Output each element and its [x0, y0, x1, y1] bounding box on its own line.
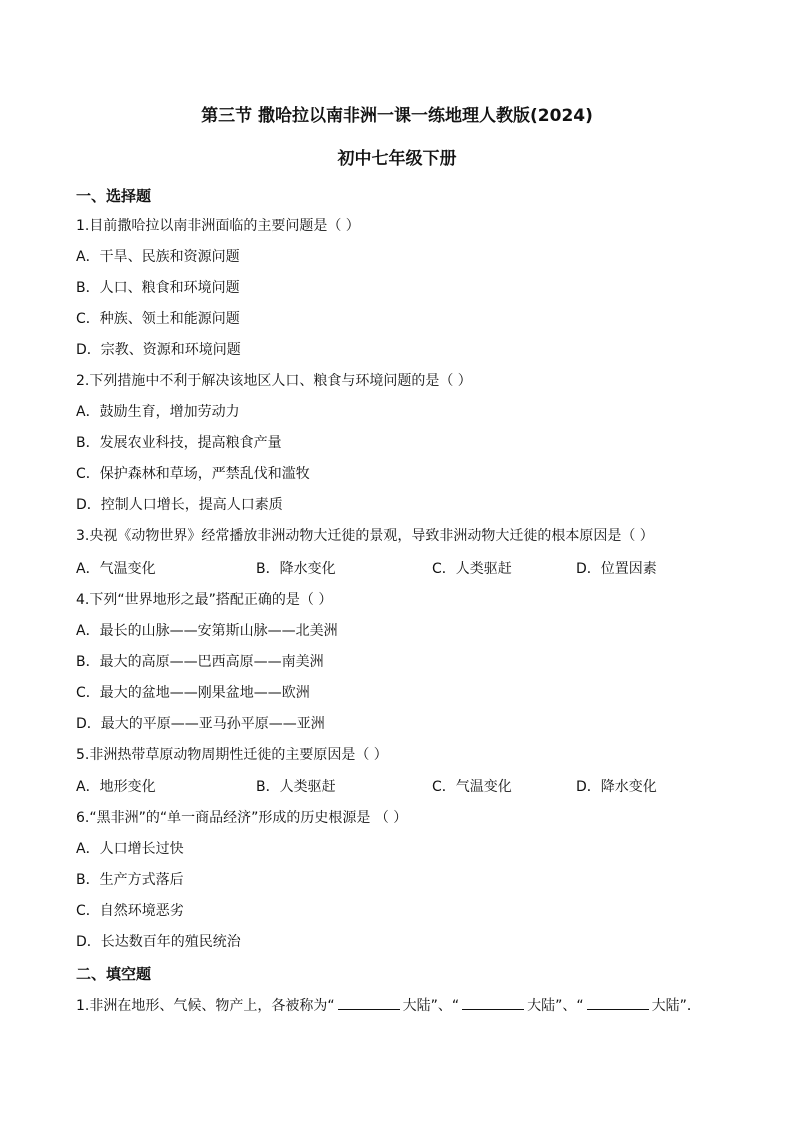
question-5-stem: 5.非洲热带草原动物周期性迁徙的主要原因是（ ）: [76, 747, 388, 763]
question-4-stem: 4.下列“世界地形之最”搭配正确的是（ ）: [76, 592, 333, 608]
answer-blank-1[interactable]: [338, 995, 400, 1010]
question-3-stem: 3.央视《动物世界》经常播放非洲动物大迁徙的景观，导致非洲动物大迁徙的根本原因是（ ）: [76, 528, 654, 544]
question-3-option-b: B．降水变化: [256, 561, 336, 577]
question-2-option-c: C．保护森林和草场，严禁乱伐和滥牧: [76, 466, 310, 482]
fill-question-1: [76, 995, 701, 1016]
question-6-option-b: B．生产方式落后: [76, 872, 184, 888]
question-4-option-c: C．最大的盆地——刚果盆地——欧洲: [76, 685, 310, 701]
page-title: 第三节 撒哈拉以南非洲一课一练地理人教版(2024): [201, 106, 593, 126]
question-1-option-a: A．干旱、民族和资源问题: [76, 249, 240, 265]
question-1-option-c: C．种族、领土和能源问题: [76, 311, 240, 327]
question-6-stem: 6.“黑非洲”的“单一商品经济”形成的历史根源是 （ ）: [76, 810, 408, 826]
question-2-stem: 2.下列措施中不利于解决该地区人口、粮食与环境问题的是（ ）: [76, 373, 472, 389]
question-5-option-a: A．地形变化: [76, 779, 156, 795]
answer-blank-2[interactable]: [462, 995, 524, 1010]
question-2-option-a: A．鼓励生育，增加劳动力: [76, 404, 240, 420]
fill-question-1-text-2: 大陆”、“: [402, 998, 460, 1014]
question-5-option-b: B．人类驱赶: [256, 779, 336, 795]
question-5-option-d: D．降水变化: [576, 779, 657, 795]
question-1-stem: 1.目前撒哈拉以南非洲面临的主要问题是（ ）: [76, 218, 360, 234]
question-3-option-c: C．人类驱赶: [432, 561, 512, 577]
answer-blank-3[interactable]: [587, 995, 649, 1010]
question-6-option-a: A．人口增长过快: [76, 841, 184, 857]
question-1-option-b: B．人口、粮食和环境问题: [76, 280, 240, 296]
question-2-option-d: D．控制人口增长，提高人口素质: [76, 497, 283, 513]
question-6-option-d: D．长达数百年的殖民统治: [76, 934, 241, 950]
fill-question-1-text-1: 1.非洲在地形、气候、物产上，各被称为“: [76, 998, 335, 1014]
fill-question-1-text-4: 大陆”．: [651, 998, 701, 1014]
question-6-option-c: C．自然环境恶劣: [76, 903, 184, 919]
section-heading-fill-blank: 二、填空题: [76, 965, 152, 983]
page-subtitle: 初中七年级下册: [337, 149, 457, 169]
question-2-option-b: B．发展农业科技，提高粮食产量: [76, 435, 282, 451]
question-3-option-a: A．气温变化: [76, 561, 156, 577]
section-heading-choice: 一、选择题: [76, 187, 152, 205]
fill-question-1-text-3: 大陆”、“: [527, 998, 584, 1014]
question-1-option-d: D．宗教、资源和环境问题: [76, 342, 241, 358]
question-4-option-a: A．最长的山脉——安第斯山脉——北美洲: [76, 623, 338, 639]
question-3-option-d: D．位置因素: [576, 561, 657, 577]
question-4-option-d: D．最大的平原——亚马孙平原——亚洲: [76, 716, 325, 732]
question-5-option-c: C．气温变化: [432, 779, 512, 795]
question-4-option-b: B．最大的高原——巴西高原——南美洲: [76, 654, 324, 670]
